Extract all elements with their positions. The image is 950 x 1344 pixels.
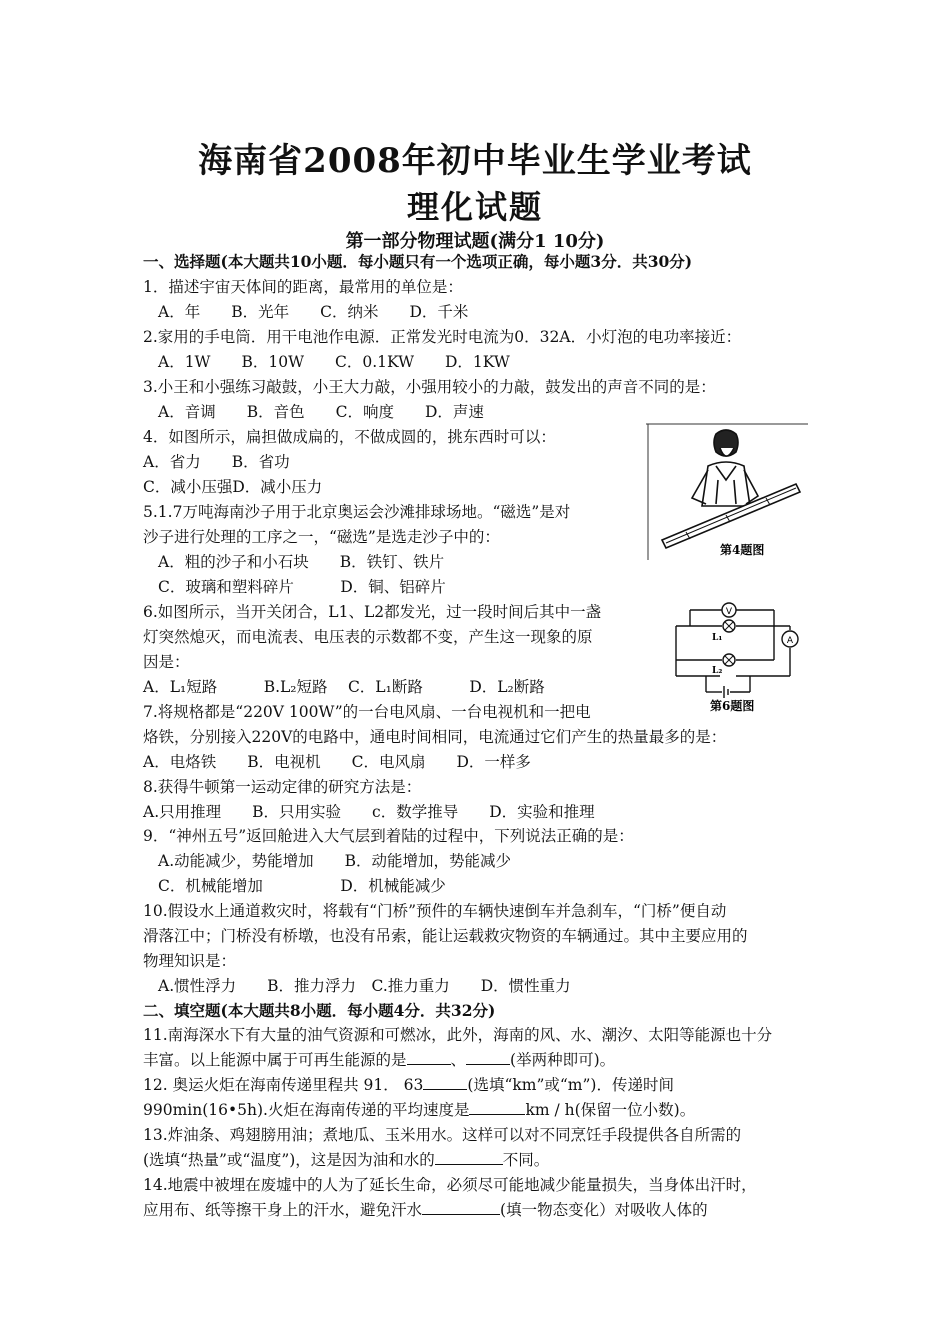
q9-options-1: A.动能减少，势能增加 B．动能增加，势能减少 <box>158 852 512 870</box>
q5-options-2: C．玻璃和塑料碎片 D．铜、铝碎片 <box>158 578 446 596</box>
q4-options-2: C．减小压强D．减小压力 <box>143 478 323 496</box>
q12-text-1a: 12. 奥运火炬在海南传递里程共 91． 63 <box>143 1076 424 1094</box>
q10-text-2: 滑落江中；门桥没有桥墩，也没有吊索，能让运载救灾物资的车辆通过。其中主要应用的 <box>143 927 748 945</box>
q9-options-2: C．机械能增加 D．机械能减少 <box>158 877 446 895</box>
lamp-l1-icon <box>723 620 735 632</box>
lamp-l2-label: L₂ <box>712 666 723 676</box>
answer-blank[interactable] <box>469 1100 525 1115</box>
answer-blank[interactable] <box>466 1050 510 1065</box>
q12-text-1 <box>143 1075 674 1095</box>
q6-text-1: 6.如图所示，当开关闭合，L1、L2都发光，过一段时间后其中一盏 <box>143 603 602 621</box>
q14-text-2b: (填一物态变化）对吸收人体的 <box>500 1201 708 1219</box>
q13-text-2 <box>143 1150 549 1170</box>
q3-options: A．音调 B．音色 C．响度 D．声速 <box>158 403 484 421</box>
answer-blank[interactable] <box>407 1050 451 1065</box>
q8-text: 8.获得牛顿第一运动定律的研究方法是： <box>143 778 422 796</box>
q6-circuit-figure <box>670 596 800 714</box>
person-illustration <box>692 430 758 506</box>
q11-text-2a: 丰富。以上能源中属于可再生能源的是 <box>143 1051 407 1069</box>
q7-options: A．电烙铁 B．电视机 C．电风扇 D．一样多 <box>143 753 531 771</box>
fig6-caption: 第6题图 <box>710 699 755 713</box>
q11-text-1: 11.南海深水下有大量的油气资源和可燃冰，此外，海南的风、水、潮汐、太阳等能源也十分 <box>143 1026 773 1044</box>
q4-options-1: A．省力 B．省功 <box>143 453 290 471</box>
q13-text-1: 13.炸油条、鸡翅膀用油；煮地瓜、玉米用水。这样可以对不同烹饪手段提供各自所需的 <box>143 1126 742 1144</box>
q10-text-1: 10.假设水上通道救灾时，将载有“门桥”预件的车辆快速倒车并急刹车，“门桥”便自动 <box>143 902 727 920</box>
q11-text-2 <box>143 1050 615 1070</box>
q6-text-2: 灯突然熄灭，而电流表、电压表的示数都不变，产生这一现象的原 <box>143 628 593 646</box>
q3-text: 3.小王和小强练习敲鼓，小王大力敲，小强用较小的力敲，鼓发出的声音不同的是： <box>143 378 716 396</box>
q9-text: 9．“神州五号”返回舱进入大气层到着陆的过程中，下列说法正确的是： <box>143 827 634 845</box>
q10-text-3: 物理知识是： <box>143 952 237 970</box>
q11-text-2c: (举两种即可)。 <box>510 1051 616 1069</box>
ammeter-icon <box>782 631 798 647</box>
q4-text: 4．如图所示，扁担做成扁的，不做成圆的，挑东西时可以： <box>143 428 556 446</box>
lamp-l1-label: L₁ <box>712 633 723 643</box>
answer-blank[interactable] <box>422 1200 500 1215</box>
q11-text-2b: 、 <box>450 1051 467 1069</box>
q13-text-2a: (选填“热量”或“温度”)，这是因为油和水的 <box>143 1151 435 1169</box>
q5-text-1: 5.1.7万吨海南沙子用于北京奥运会沙滩排球场地。“磁选”是对 <box>143 503 571 521</box>
section1-heading: 一、选择题(本大题共10小题．每小题只有一个选项正确，每小题3分．共30分) <box>143 252 693 271</box>
q14-text-2 <box>143 1200 708 1220</box>
lamp-l2-icon <box>723 654 735 666</box>
q14-text-1: 14.地震中被埋在废墟中的人为了延长生命，必须尽可能地减少能量损失，当身体出汗时， <box>143 1176 757 1194</box>
part-heading: 第一部分物理试题(满分1 10分) <box>345 231 605 252</box>
q2-text: 2.家用的手电筒．用干电池作电源．正常发光时电流为0．32A．小灯泡的电功率接近： <box>143 328 742 346</box>
q5-options-1: A．粗的沙子和小石块 B．铁钉、铁片 <box>158 553 445 571</box>
q4-figure <box>646 420 808 560</box>
q6-text-3: 因是： <box>143 653 190 671</box>
q13-text-2b: 不同。 <box>502 1151 550 1169</box>
section2-heading: 二、填空题(本大题共8小题．每小题4分．共32分) <box>143 1001 496 1020</box>
ammeter-label: A <box>786 636 794 646</box>
q14-text-2a: 应用布、纸等擦干身上的汗水，避免汗水 <box>143 1201 423 1219</box>
answer-blank[interactable] <box>423 1075 467 1090</box>
q12-text-1b: (选填“km”或“m”)．传递时间 <box>467 1076 674 1094</box>
q7-text-2: 烙铁，分别接入220V的电路中，通电时间相同，电流通过它们产生的热量最多的是： <box>143 728 727 746</box>
q12-text-2a: 990min(16•5h).火炬在海南传递的平均速度是 <box>143 1101 470 1119</box>
q1-options: A．年 B．光年 C．纳米 D．千米 <box>158 303 469 321</box>
q6-options: A．L₁短路 B.L₂短路 C．L₁断路 D．L₂断路 <box>143 678 545 696</box>
q8-options: A.只用推理 B．只用实验 c．数学推导 D．实验和推理 <box>143 803 595 821</box>
voltmeter-label: V <box>725 607 733 617</box>
q7-text-1: 7.将规格都是“220V 100W”的一台电风扇、一台电视机和一把电 <box>143 703 591 721</box>
q1-text: 1．描述宇宙天体间的距离，最常用的单位是： <box>143 278 463 296</box>
q2-options: A．1W B．10W C．0.1KW D．1KW <box>158 353 510 371</box>
answer-blank[interactable] <box>435 1150 503 1165</box>
q12-text-2 <box>143 1100 695 1120</box>
q12-text-2b: km / h(保留一位小数)。 <box>525 1101 696 1119</box>
q5-text-2: 沙子进行处理的工序之一，“磁选”是选走沙子中的： <box>143 528 500 546</box>
fig4-caption: 第4题图 <box>720 543 765 557</box>
voltmeter-icon <box>722 603 736 617</box>
q10-options: A.惯性浮力 B．推力浮力 C.推力重力 D．惯性重力 <box>158 977 571 995</box>
exam-title: 海南省2008年初中毕业生学业考试 <box>198 141 752 181</box>
exam-subtitle: 理化试题 <box>406 188 543 226</box>
